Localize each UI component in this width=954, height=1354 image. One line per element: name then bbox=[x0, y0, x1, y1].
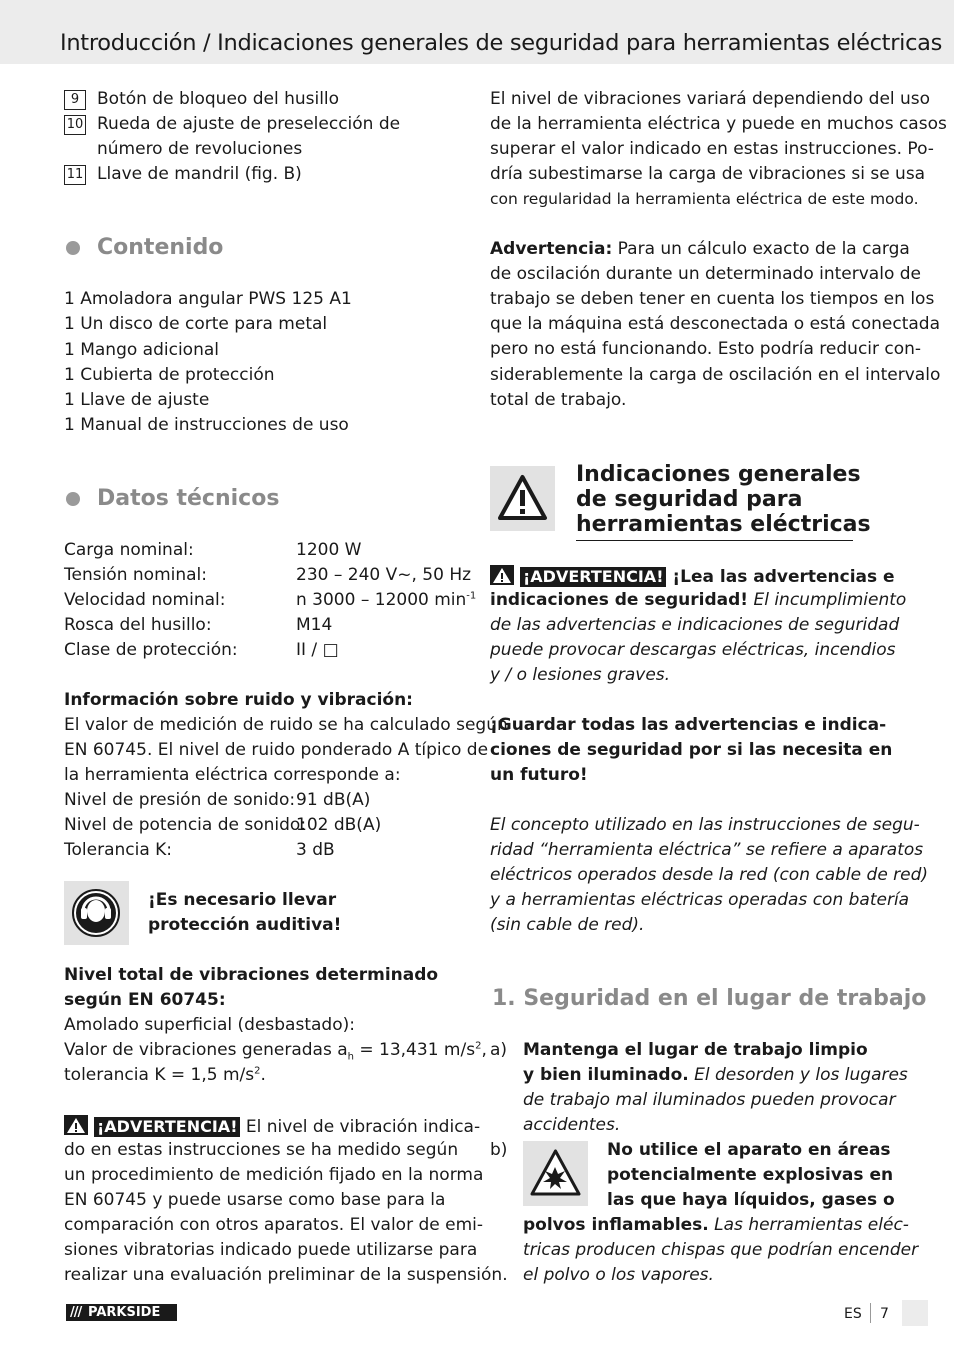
intro-text: dría subestimarse la carga de vibraciones si se usa bbox=[490, 164, 926, 184]
concepto-text: El concepto utilizado en las instrucciones de segu- bbox=[490, 815, 920, 835]
lea-text: y / o lesiones graves. bbox=[490, 665, 671, 685]
vib-heading: Nivel total de vibraciones determinado bbox=[64, 965, 439, 985]
item-b-text: el polvo o los vapores. bbox=[523, 1265, 714, 1285]
item-label-a: a) bbox=[490, 1040, 508, 1060]
concepto-text: y a herramientas eléctricas operadas con batería bbox=[490, 890, 910, 910]
warning-triangle-icon bbox=[490, 466, 555, 531]
spec-value: 230 – 240 V~, 50 Hz bbox=[296, 565, 472, 585]
explosion-icon-box bbox=[523, 1141, 588, 1206]
explosion-warning-icon bbox=[523, 1141, 588, 1206]
spec-value: M14 bbox=[296, 615, 333, 635]
contenido-item: 1 Amoladora angular PWS 125 A1 bbox=[64, 289, 352, 309]
part-number-9: 9 bbox=[64, 90, 86, 110]
spec-label: Tensión nominal: bbox=[64, 565, 207, 585]
page-number: 7 bbox=[880, 1306, 889, 1322]
vib-value-line: Valor de vibraciones generadas $a_h = 13,431$ $m/s^2$, bbox=[64, 1040, 487, 1063]
advertencia-text: trabajo se deben tener en cuenta los tiempos en los bbox=[490, 289, 935, 309]
advertencia-text: siderablemente la carga de oscilación en el intervalo bbox=[490, 365, 941, 385]
contenido-item: 1 Un disco de corte para metal bbox=[64, 314, 328, 334]
part-label-11: Llave de mandril (fig. B) bbox=[97, 164, 302, 184]
lea-text: puede provocar descargas eléctricas, incendios bbox=[490, 640, 896, 660]
spec-label: Velocidad nominal: bbox=[64, 590, 226, 610]
item-a-bold: Mantenga el lugar de trabajo limpio bbox=[523, 1040, 868, 1060]
vib-text: Amolado superficial (desbastado): bbox=[64, 1015, 355, 1035]
advertencia-text: que la máquina está desconectada o está conectada bbox=[490, 314, 940, 334]
warning-text: comparación con otros aparatos. El valor de emi- bbox=[64, 1215, 483, 1235]
contenido-item: 1 Cubierta de protección bbox=[64, 365, 275, 385]
section-heading-indicaciones: de seguridad para bbox=[576, 487, 803, 512]
item-b-text: tricas producen chispas que podrían encender bbox=[523, 1240, 919, 1260]
advertencia-line: Advertencia: Para un cálculo exacto de la carga bbox=[490, 239, 910, 259]
spec-label: Clase de protección: bbox=[64, 640, 238, 660]
lea-line-2: indicaciones de seguridad! El incumplimiento bbox=[490, 590, 907, 610]
spec-value: II / □ bbox=[296, 640, 339, 660]
item-label-b: b) bbox=[490, 1140, 508, 1160]
warning-text: EN 60745 y puede usarse como base para la bbox=[64, 1190, 446, 1210]
warning-triangle-icon bbox=[64, 1115, 88, 1135]
logo-stripes-icon: /// bbox=[70, 1305, 82, 1320]
part-label-10-cont: número de revoluciones bbox=[97, 139, 303, 159]
vib-heading: según EN 60745: bbox=[64, 990, 226, 1010]
intro-text: superar el valor indicado en estas instrucciones. Po- bbox=[490, 139, 934, 159]
item-a-text: de trabajo mal iluminados pueden provocar bbox=[523, 1090, 896, 1110]
lea-text: de las advertencias e indicaciones de seguridad bbox=[490, 615, 900, 635]
vib-tolerance-line: tolerancia K = 1,5 $m/s^2$. bbox=[64, 1065, 266, 1085]
item-b-bold: las que haya líquidos, gases o bbox=[607, 1190, 895, 1210]
page-header bbox=[0, 0, 954, 64]
item-b-bold: potencialmente explosivas en bbox=[607, 1165, 894, 1185]
part-number-11: 11 bbox=[64, 165, 86, 185]
section-bullet bbox=[66, 492, 80, 506]
section-title-contenido: Contenido bbox=[97, 235, 224, 260]
concepto-text: ridad “herramienta eléctrica” se refiere a aparatos bbox=[490, 840, 924, 860]
ear-note: protección auditiva! bbox=[148, 915, 342, 935]
page-title: Introducción / Indicaciones generales de seguridad para herramientas eléctricas bbox=[60, 30, 943, 56]
ruido-text: EN 60745. El nivel de ruido ponderado A típico de bbox=[64, 740, 489, 760]
ruido-value: 102 dB(A) bbox=[296, 815, 382, 835]
warning-text: siones vibratorias indicado puede utilizarse para bbox=[64, 1240, 478, 1260]
ruido-value: 3 dB bbox=[296, 840, 335, 860]
warning-line-left: ¡ADVERTENCIA! El nivel de vibración indica- bbox=[64, 1115, 480, 1137]
intro-text: El nivel de vibraciones variará dependiendo del uso bbox=[490, 89, 931, 109]
footer-tab bbox=[902, 1300, 928, 1326]
intro-text: de la herramienta eléctrica y puede en muchos casos bbox=[490, 114, 947, 134]
section-heading-indicaciones: herramientas eléctricas bbox=[576, 512, 871, 537]
warning-text: do en estas instrucciones se ha medido según bbox=[64, 1140, 459, 1160]
ruido-value: 91 dB(A) bbox=[296, 790, 371, 810]
item-a-text: accidentes. bbox=[523, 1115, 621, 1135]
ruido-heading: Información sobre ruido y vibración: bbox=[64, 690, 413, 710]
warning-icon-box bbox=[490, 466, 555, 531]
concepto-text: eléctricos operados desde la red (con cable de red) bbox=[490, 865, 929, 885]
ear-protection-icon bbox=[64, 881, 129, 945]
spec-value: 1200 W bbox=[296, 540, 362, 560]
warning-badge: ¡ADVERTENCIA! bbox=[520, 567, 666, 587]
contenido-item: 1 Manual de instrucciones de uso bbox=[64, 415, 349, 435]
language-code: ES bbox=[844, 1306, 862, 1322]
ear-protection-icon-box bbox=[64, 881, 129, 945]
ear-note: ¡Es necesario llevar bbox=[148, 890, 337, 910]
contenido-item: 1 Llave de ajuste bbox=[64, 390, 210, 410]
ruido-text: El valor de medición de ruido se ha calculado según bbox=[64, 715, 508, 735]
part-number-10: 10 bbox=[64, 115, 86, 135]
warning-text: un procedimiento de medición fijado en la norma bbox=[64, 1165, 484, 1185]
ruido-text: la herramienta eléctrica corresponde a: bbox=[64, 765, 401, 785]
ruido-label: Tolerancia K: bbox=[64, 840, 173, 860]
item-b-bold: No utilice el aparato en áreas bbox=[607, 1140, 891, 1160]
advertencia-text: pero no está funcionando. Esto podría reducir con- bbox=[490, 339, 922, 359]
concepto-text: (sin cable de red). bbox=[490, 915, 645, 935]
parkside-logo: /// PARKSIDE bbox=[66, 1304, 177, 1321]
advertencia-text: total de trabajo. bbox=[490, 390, 627, 410]
spec-label: Carga nominal: bbox=[64, 540, 194, 560]
warning-text: realizar una evaluación preliminar de la suspensión. bbox=[64, 1265, 508, 1285]
contenido-item: 1 Mango adicional bbox=[64, 340, 219, 360]
heading-underline bbox=[576, 540, 853, 541]
spec-value-speed: n 3000 – 12000 $\min^{-1}$ bbox=[296, 590, 477, 610]
guardar-text: ¡Guardar todas las advertencias e indica- bbox=[490, 715, 887, 735]
guardar-text: ciones de seguridad por si las necesita en bbox=[490, 740, 893, 760]
warning-triangle-icon bbox=[490, 565, 514, 585]
intro-text: con regularidad la herramienta eléctrica de este modo. bbox=[490, 190, 919, 208]
guardar-text: un futuro! bbox=[490, 765, 588, 785]
warning-badge: ¡ADVERTENCIA! bbox=[94, 1117, 240, 1137]
advertencia-text: de oscilación durante un determinado intervalo de bbox=[490, 264, 922, 284]
footer-divider bbox=[870, 1303, 871, 1323]
ruido-label: Nivel de potencia de sonido: bbox=[64, 815, 307, 835]
lea-line: ¡ADVERTENCIA! ¡Lea las advertencias e bbox=[490, 565, 895, 587]
item-a-line2: y bien iluminado. El desorden y los lugares bbox=[523, 1065, 908, 1085]
part-label-9: Botón de bloqueo del husillo bbox=[97, 89, 340, 109]
spec-label: Rosca del husillo: bbox=[64, 615, 212, 635]
part-label-10: Rueda de ajuste de preselección de bbox=[97, 114, 401, 134]
section-title-datos: Datos técnicos bbox=[97, 486, 280, 511]
section-heading-indicaciones: Indicaciones generales bbox=[576, 462, 861, 487]
section-title-seguridad: 1. Seguridad en el lugar de trabajo bbox=[492, 986, 927, 1011]
ruido-label: Nivel de presión de sonido: bbox=[64, 790, 296, 810]
section-bullet bbox=[66, 241, 80, 255]
item-b-line4: polvos inflamables. Las herramientas eléc- bbox=[523, 1215, 909, 1235]
